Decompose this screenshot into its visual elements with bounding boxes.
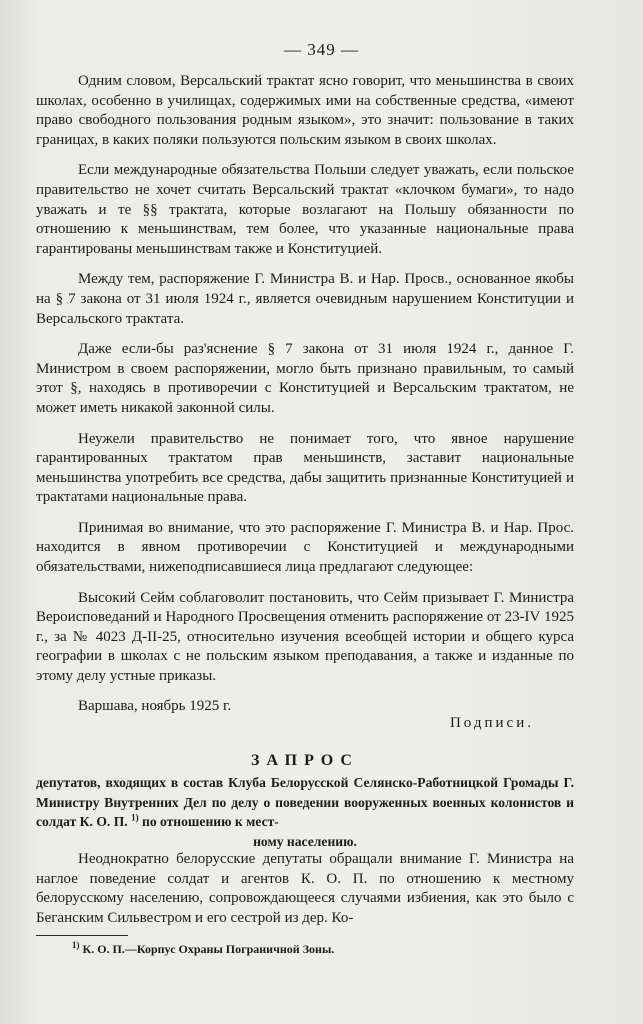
- proposal-paragraph: Высокий Сейм соблаговолит постановить, что Сейм призывает Г. Министра Вероисповеданий и Народного Просвещения отменить распоряжение от 23-IV 1925 г., за № 4023 Д-II-25, относительно изучения всеобщей истории и общего курса географии в школах с не польским языком преподавания, а также и изданные по этому делу устные приказы.: [36, 589, 574, 685]
- paragraph: Даже если-бы раз'яснение § 7 закона от 31 июля 1924 г., данное Г. Министром в своем распоряжении, могло быть признано правильным, то самый этот §, находясь в противоречии с Конституцией и Версальским трактатом, не может иметь никакой законной силы.: [36, 341, 574, 416]
- paragraph: Неужели правительство не понимает того, что явное нарушение гарантированных трактатом прав меньшинств, заставит национальные меньшинства употребить все средства, дабы защитить признанные Конституцией и трактатами национальные права.: [36, 430, 574, 506]
- paragraph: Принимая во внимание, что это распоряжение Г. Министра В. и Нар. Прос. находится в явном противоречии с Конституцией и международными обязательствами, нижеподписавшиеся лица предлагают следующее:: [36, 519, 574, 576]
- signatures-label: Подписи.: [449, 715, 534, 732]
- paragraph: Одним словом, Версальский трактат ясно говорит, что меньшинства в своих школах, особенно в училищах, содержимых ими на собственные средства, «имеют право свободного пользования родным языком», это значит: пользование в таких границах, в каких поляки пользуются польским языком в своих школах.: [36, 73, 574, 148]
- paragraph: Неоднократно белорусские депутаты обращали внимание Г. Министра на наглое поведение солдат и агентов К. О. П. по отношению к местному белорусскому населению, сопровождающееся случаями избиения, как это было с Беганским Сильвестром и его сестрой из дер. Ко-: [36, 851, 574, 926]
- closing-text: [36, 850, 574, 939]
- subheading-last-line: ному населению.: [253, 833, 357, 849]
- main-text: [36, 72, 574, 734]
- section-subheading: [36, 773, 574, 851]
- paragraph: Между тем, распоряжение Г. Министра В. и Нар. Просв., основанное якобы на § 7 закона от 31 июля 1924 г., является очевидным нарушением Конституции и Версальского трактата.: [36, 271, 574, 327]
- footnote-ref: 1): [131, 812, 139, 823]
- section-heading: ЗАПРОС: [251, 752, 359, 769]
- footnote-divider: [36, 935, 128, 936]
- page-number: — 349 —: [284, 40, 359, 59]
- date-line: Варшава, ноябрь 1925 г.: [78, 697, 232, 714]
- footnote: [72, 942, 572, 957]
- subheading-text: депутатов, входящих в состав Клуба Белорусской Селянско-Работницкой Громады Г. Министру Внутренних Дел по делу о поведении вооруженных военных колонистов и солдат К. О. П.: [36, 775, 574, 830]
- footnote-mark: 1): [72, 940, 80, 950]
- footnote-text: К. О. П.—Корпус Охраны Пограничной Зоны.: [82, 942, 335, 956]
- paragraph: Если международные обязательства Польши следует уважать, если польское правительство не хочет считать Версальский трактат «клочком бумаги», то надо уважать и те §§ трактата, которые возлагают на Польшу обязанности по отношению к меньшинствам, тем более, что указанные национальные права гарантированы меньшинствам также и Конституцией.: [36, 162, 574, 257]
- subheading-tail: по отношению к мест-: [141, 814, 279, 830]
